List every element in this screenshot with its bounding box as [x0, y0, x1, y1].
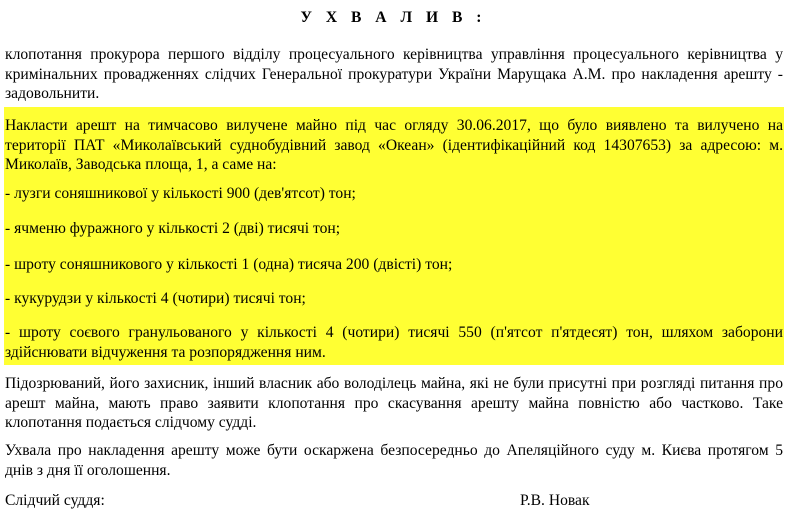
signature-name: Р.В. Новак: [520, 492, 590, 509]
ruling-heading: У Х В А Л И В :: [300, 9, 487, 26]
arrest-item-last: [5, 323, 783, 362]
signature-role: Слідчий суддя:: [5, 492, 105, 509]
arrest-last-line-1: - шроту соєвого гранульованого у кількості 4 (чотири) тисячі 550 (п'ятсот п'ятдесят) тон, шляхом заборони: [5, 324, 783, 341]
intro-line-2: кримінальних провадженнях слідчих Генеральної прокуратури України Марущака А.М. про накладення арешту -: [5, 65, 783, 83]
rights-paragraph: [5, 374, 783, 433]
appeal-paragraph: [5, 441, 783, 480]
appeal-line-1: Ухвала про накладення арешту може бути оскаржена безпосередньо до Апеляційного суду м. Києва протягом 5: [5, 442, 783, 459]
arrest-item: - лузги соняшникової у кількості 900 (дев'ятсот) тон;: [5, 185, 356, 202]
arrest-line-1: Накласти арешт на тимчасово вилучене майно під час огляду 30.06.2017, що було виявлено та вилучено на: [5, 117, 783, 134]
arrest-item: - кукурудзи у кількості 4 (чотири) тисячі тон;: [5, 290, 306, 307]
arrest-line-3: Миколаїв, Заводська площа, 1, а саме на:: [5, 156, 277, 173]
arrest-paragraph: [5, 116, 783, 175]
arrest-last-line-2: здійснювати відчуження та розпорядження ним.: [5, 343, 326, 361]
intro-line-1: клопотання прокурора першого відділу процесуального керівництва управління процесуального керівництва у: [5, 46, 783, 63]
rights-line-1: Підозрюваний, його захисник, інший власник або володілець майна, які не були присутні при розгляді питання про: [5, 375, 783, 392]
rights-line-2: арешт майна, мають право заявити клопотання про скасування арешту майна повністю або частково. Таке: [5, 394, 783, 412]
arrest-item: - ячменю фуражного у кількості 2 (дві) тисячі тон;: [5, 220, 341, 237]
appeal-line-2: днів з дня її оголошення.: [5, 461, 171, 479]
intro-paragraph: [5, 45, 783, 104]
arrest-line-2: території ПАТ «Миколаївський суднобудівний завод «Океан» (ідентифікаційний код 14307653) за адресою: м.: [5, 136, 783, 154]
intro-line-3: задовольнити.: [5, 85, 100, 102]
arrest-item: - шроту соняшникового у кількості 1 (одна) тисяча 200 (двісті) тон;: [5, 256, 453, 273]
rights-line-3: клопотання подається слідчому судді.: [5, 414, 257, 431]
